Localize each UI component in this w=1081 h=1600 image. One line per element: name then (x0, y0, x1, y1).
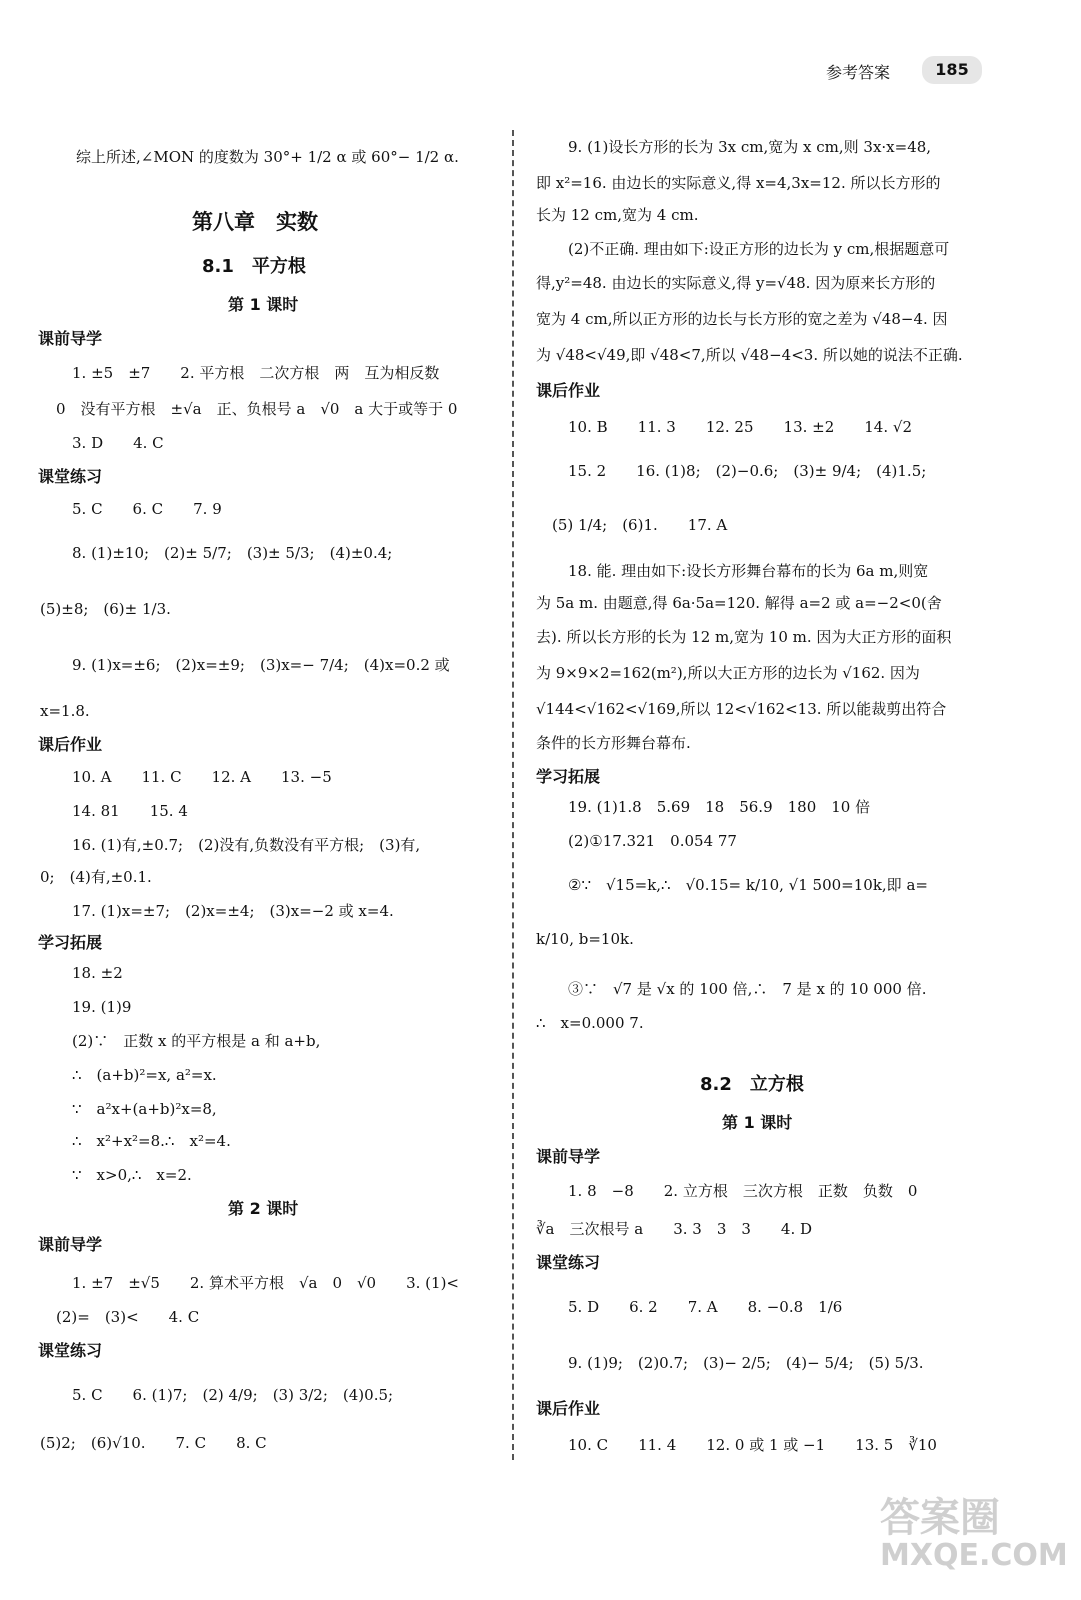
answer-line: (2)不正确. 理由如下:设正方形的边长为 y cm,根据题意可 (568, 240, 950, 258)
answer-line: 为 5a m. 由题意,得 6a·5a=120. 解得 a=2 或 a=−2<0(舍 (536, 594, 942, 612)
part-heading-ext: 学习拓展 (38, 933, 103, 952)
answer-line: 14. 81 15. 4 (72, 802, 188, 820)
answer-line: ③∵ √7 是 √x 的 100 倍,∴ 7 是 x 的 10 000 倍. (568, 980, 927, 998)
answer-line: 10. B 11. 3 12. 25 13. ±2 14. √2 (568, 418, 912, 436)
answer-line: 0; (4)有,±0.1. (40, 868, 152, 886)
answer-line: 9. (1)设长方形的长为 3x cm,宽为 x cm,则 3x·x=48, (568, 138, 932, 156)
answer-line: 5. C 6. (1)7; (2) 4/9; (3) 3/2; (4)0.5; (72, 1386, 394, 1404)
answer-line: 15. 2 16. (1)8; (2)−0.6; (3)± 9/4; (4)1.5; (568, 462, 927, 480)
lesson-title: 第 1 课时 (228, 295, 299, 314)
watermark-url: MXQE.COM (880, 1538, 1068, 1573)
answer-line: x=1.8. (40, 702, 90, 720)
answer-line: 18. ±2 (72, 964, 123, 982)
answer-line: 0 没有平方根 ±√a 正、负根号 a √0 a 大于或等于 0 (56, 400, 458, 418)
answer-line: 宽为 4 cm,所以正方形的边长与长方形的宽之差为 √48−4. 因 (536, 310, 948, 328)
answer-line: 长为 12 cm,宽为 4 cm. (536, 206, 699, 224)
answer-line: ∴ x=0.000 7. (536, 1014, 644, 1032)
answer-line: √144<√162<√169,所以 12<√162<13. 所以能裁剪出符合 (536, 700, 947, 718)
part-heading-ext: 学习拓展 (536, 767, 601, 786)
answer-line: (5)±8; (6)± 1/3. (40, 600, 171, 618)
answer-line: ②∵ √15=k,∴ √0.15= k/10, √1 500=10k,即 a= (568, 876, 928, 894)
part-heading-after: 课后作业 (536, 381, 601, 400)
answer-line: 5. C 6. C 7. 9 (72, 500, 222, 518)
answer-line: 9. (1)x=±6; (2)x=±9; (3)x=− 7/4; (4)x=0.2 或 (72, 656, 450, 674)
part-heading-after: 课后作业 (38, 735, 103, 754)
answer-line: ∵ x>0,∴ x=2. (72, 1166, 192, 1184)
page-number-badge: 185 (922, 56, 982, 84)
answer-line: ∴ x²+x²=8.∴ x²=4. (72, 1132, 231, 1150)
answer-line: (5)2; (6)√10. 7. C 8. C (40, 1434, 267, 1452)
section-title: 8.1 平方根 (202, 256, 306, 277)
chapter-title: 第八章 实数 (192, 210, 318, 234)
answer-line: ∴ (a+b)²=x, a²=x. (72, 1066, 217, 1084)
answer-line: 16. (1)有,±0.7; (2)没有,负数没有平方根; (3)有, (72, 836, 421, 854)
answer-line: 1. ±5 ±7 2. 平方根 二次方根 两 互为相反数 (72, 364, 440, 382)
answer-line: 即 x²=16. 由边长的实际意义,得 x=4,3x=12. 所以长方形的 (536, 174, 941, 192)
answer-line: 为 9×9×2=162(m²),所以大正方形的边长为 √162. 因为 (536, 664, 920, 682)
answer-line: 5. D 6. 2 7. A 8. −0.8 1/6 (568, 1298, 843, 1316)
answer-line: (5) 1/4; (6)1. 17. A (552, 516, 728, 534)
answer-line: ∛a 三次根号 a 3. 3 3 3 4. D (536, 1220, 813, 1238)
part-heading-class: 课堂练习 (536, 1253, 601, 1272)
answer-line: (2)= (3)< 4. C (56, 1308, 200, 1326)
watermark-logo: 答案圈 (880, 1495, 1000, 1541)
answer-line: 19. (1)1.8 5.69 18 56.9 180 10 倍 (568, 798, 871, 816)
part-heading-after: 课后作业 (536, 1399, 601, 1418)
answer-line: 得,y²=48. 由边长的实际意义,得 y=√48. 因为原来长方形的 (536, 274, 936, 292)
answer-line: 8. (1)±10; (2)± 5/7; (3)± 5/3; (4)±0.4; (72, 544, 393, 562)
section-title: 8.2 立方根 (700, 1074, 804, 1095)
part-heading-class: 课堂练习 (38, 467, 103, 486)
part-heading-class: 课堂练习 (38, 1341, 103, 1360)
answer-line: 10. C 11. 4 12. 0 或 1 或 −1 13. 5 ∛10 (568, 1436, 937, 1454)
answer-line: (2)∵ 正数 x 的平方根是 a 和 a+b, (72, 1032, 321, 1050)
part-heading-pre: 课前导学 (536, 1147, 601, 1166)
lesson-title: 第 2 课时 (228, 1199, 299, 1218)
answer-line: ∵ a²x+(a+b)²x=8, (72, 1100, 217, 1118)
answer-line: k/10, b=10k. (536, 930, 634, 948)
answer-line: 19. (1)9 (72, 998, 132, 1016)
answer-line: 为 √48<√49,即 √48<7,所以 √48−4<3. 所以她的说法不正确. (536, 346, 963, 364)
lesson-title: 第 1 课时 (722, 1113, 793, 1132)
answer-line: 1. ±7 ±√5 2. 算术平方根 √a 0 √0 3. (1)< (72, 1274, 459, 1292)
answer-line: 18. 能. 理由如下:设长方形舞台幕布的长为 6a m,则宽 (568, 562, 929, 580)
answer-line: (2)①17.321 0.054 77 (568, 832, 737, 850)
answer-line: 去). 所以长方形的长为 12 m,宽为 10 m. 因为大正方形的面积 (536, 628, 952, 646)
answer-line: 9. (1)9; (2)0.7; (3)− 2/5; (4)− 5/4; (5) 5/3. (568, 1354, 924, 1372)
intro-line: 综上所述,∠MON 的度数为 30°+ 1/2 α 或 60°− 1/2 α. (76, 148, 459, 166)
answer-line: 条件的长方形舞台幕布. (536, 734, 691, 752)
part-heading-pre: 课前导学 (38, 1235, 103, 1254)
header-label: 参考答案 (826, 63, 891, 82)
answer-line: 3. D 4. C (72, 434, 164, 452)
part-heading-pre: 课前导学 (38, 329, 103, 348)
answer-line: 1. 8 −8 2. 立方根 三次方根 正数 负数 0 (568, 1182, 918, 1200)
answer-line: 17. (1)x=±7; (2)x=±4; (3)x=−2 或 x=4. (72, 902, 394, 920)
answer-line: 10. A 11. C 12. A 13. −5 (72, 768, 332, 786)
column-divider (512, 130, 514, 1460)
